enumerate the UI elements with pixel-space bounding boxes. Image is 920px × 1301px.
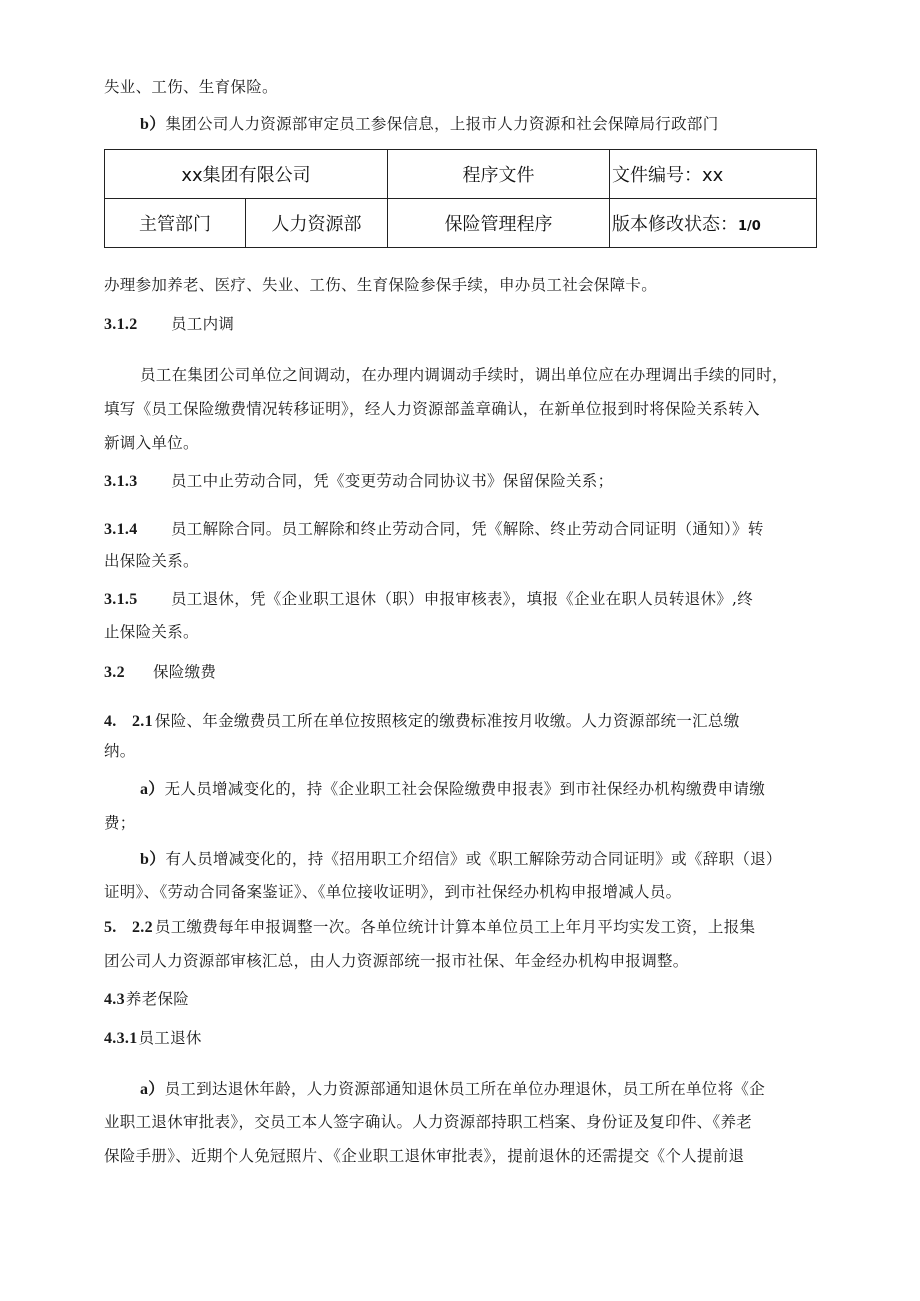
text-line: 新调入单位。 bbox=[104, 434, 199, 452]
item-subnumber: 2.2 bbox=[132, 919, 153, 936]
text-line bbox=[140, 778, 765, 801]
section-number: 3.1.5 bbox=[104, 591, 138, 608]
text-line bbox=[140, 848, 782, 871]
text-line: 失业、工伤、生育保险。 bbox=[104, 78, 278, 96]
section-heading bbox=[104, 661, 216, 684]
section-text: 员工解除合同。员工解除和终止劳动合同，凭《解除、终止劳动合同证明（通知）》转 bbox=[171, 520, 764, 538]
line-text: 集团公司人力资源部审定员工参保信息，上报市人力资源和社会保障局行政部门 bbox=[165, 115, 719, 133]
text-line bbox=[140, 1078, 765, 1101]
document-number: 文件编号：xx bbox=[610, 150, 817, 199]
section-heading bbox=[104, 988, 189, 1011]
section-title: 员工退休 bbox=[138, 1029, 202, 1047]
list-marker: b） bbox=[140, 116, 166, 133]
item-number: 4. bbox=[104, 713, 117, 730]
text-line: 填写《员工保险缴费情况转移证明》，经人力资源部盖章确认，在新单位报到时将保险关系转入 bbox=[104, 400, 760, 418]
section-number: 3.1.2 bbox=[104, 316, 138, 333]
line-text: 有人员增减变化的，持《招用职工介绍信》或《职工解除劳动合同证明》或《辞职（退） bbox=[165, 850, 782, 868]
numbered-item bbox=[104, 710, 740, 733]
document-type: 程序文件 bbox=[388, 150, 610, 199]
department-label: 主管部门 bbox=[105, 199, 246, 248]
procedure-name: 保险管理程序 bbox=[388, 199, 610, 248]
line-text: 员工到达退休年龄，人力资源部通知退休员工所在单位办理退休，员工所在单位将《企 bbox=[164, 1080, 766, 1098]
text-line: 费； bbox=[104, 814, 136, 832]
item-text: 员工缴费每年申报调整一次。各单位统计计算本单位员工上年月平均实发工资，上报集 bbox=[154, 918, 756, 936]
section-text: 员工退休，凭《企业职工退休（职）申报审核表》，填报《企业在职人员转退休》,终 bbox=[171, 590, 754, 608]
version-label: 版本修改状态： bbox=[612, 214, 738, 235]
text-line: 纳。 bbox=[104, 742, 136, 760]
section-title: 员工内调 bbox=[171, 315, 235, 333]
section-title: 养老保险 bbox=[125, 990, 190, 1008]
text-line: 出保险关系。 bbox=[104, 552, 199, 570]
text-line: 团公司人力资源部审核汇总，由人力资源部统一报市社保、年金经办机构申报调整。 bbox=[104, 952, 689, 970]
section-number: 3.1.4 bbox=[104, 521, 138, 538]
list-marker: a） bbox=[140, 781, 165, 798]
section-number: 4.3.1 bbox=[104, 1030, 138, 1047]
text-line: 止保险关系。 bbox=[104, 623, 199, 641]
section-heading bbox=[104, 1027, 202, 1050]
text-line: 员工在集团公司单位之间调动，在办理内调调动手续时，调出单位应在办理调出手续的同时， bbox=[140, 366, 788, 384]
section-heading bbox=[104, 588, 753, 611]
section-number: 4.3 bbox=[104, 991, 125, 1008]
item-subnumber: 2.1 bbox=[132, 713, 153, 730]
version-status bbox=[610, 199, 817, 248]
section-heading bbox=[104, 470, 613, 493]
company-name: xx集团有限公司 bbox=[105, 150, 388, 199]
version-value: 1/0 bbox=[738, 219, 761, 234]
numbered-item bbox=[104, 916, 755, 939]
text-line: 业职工退休审批表》，交员工本人签字确认。人力资源部持职工档案、身份证及复印件、《养老 bbox=[104, 1113, 753, 1131]
item-number: 5. bbox=[104, 919, 117, 936]
section-title: 保险缴费 bbox=[153, 663, 217, 681]
section-number: 3.2 bbox=[104, 664, 125, 681]
list-marker: b） bbox=[140, 851, 166, 868]
text-line: 办理参加养老、医疗、失业、工伤、生育保险参保手续，申办员工社会保障卡。 bbox=[104, 276, 658, 294]
section-text: 员工中止劳动合同，凭《变更劳动合同协议书》保留保险关系； bbox=[171, 472, 614, 490]
item-text: 保险、年金缴费员工所在单位按照核定的缴费标准按月收缴。人力资源部统一汇总缴 bbox=[154, 712, 740, 730]
list-marker: a） bbox=[140, 1081, 165, 1098]
section-number: 3.1.3 bbox=[104, 473, 138, 490]
section-heading bbox=[104, 313, 234, 336]
text-line: 证明》、《劳动合同备案鉴证》、《单位接收证明》，到市社保经办机构申报增减人员。 bbox=[104, 883, 682, 901]
text-line bbox=[140, 113, 719, 136]
line-text: 无人员增减变化的，持《企业职工社会保险缴费申报表》到市社保经办机构缴费申请缴 bbox=[164, 780, 766, 798]
department-value: 人力资源部 bbox=[246, 199, 388, 248]
text-line: 保险手册》、近期个人免冠照片、《企业职工退休审批表》，提前退休的还需提交《个人提前退 bbox=[104, 1147, 745, 1165]
document-header-table bbox=[104, 149, 817, 248]
section-heading bbox=[104, 518, 764, 541]
